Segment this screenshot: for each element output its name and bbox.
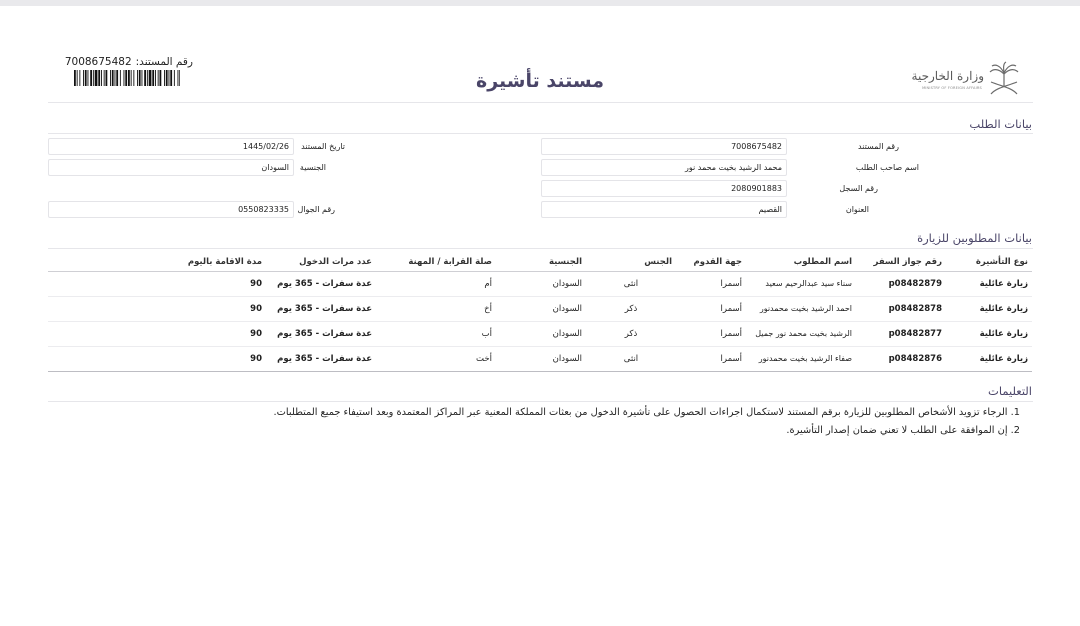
- stay-days-cell: 90: [48, 346, 266, 371]
- applicant-name-field: محمد الرشيد بخيت محمد نور: [541, 159, 787, 176]
- passport-cell: p08482878: [856, 296, 946, 321]
- column-header: جهة القدوم: [676, 254, 746, 271]
- table-header-row: [48, 254, 1032, 271]
- name-cell: احمد الرشيد بخيت محمدنور: [746, 296, 856, 321]
- instructions-divider: [48, 401, 1033, 402]
- doc-date-field: 1445/02/26: [48, 138, 294, 155]
- address-field: القصيم: [541, 201, 787, 218]
- gender-cell: ذكر: [586, 321, 676, 346]
- document-number-value: 7008675482: [64, 56, 132, 68]
- table-row: [48, 296, 1032, 321]
- doc-number-field: 7008675482: [541, 138, 787, 155]
- gender-cell: انثى: [586, 271, 676, 296]
- nationality-label: الجنسية: [299, 163, 326, 172]
- column-header: رقم جواز السفر: [856, 254, 946, 271]
- ministry-logo-subtext: MINISTRY OF FOREIGN AFFAIRS: [922, 86, 982, 90]
- column-header: مدة الاقامة باليوم: [48, 254, 266, 271]
- stay-days-cell: 90: [48, 271, 266, 296]
- table-row: [48, 271, 1032, 296]
- stay-days-cell: 90: [48, 296, 266, 321]
- visitors-divider: [48, 248, 1033, 249]
- passport-cell: p08482876: [856, 346, 946, 371]
- document-number-label: رقم المستند:: [135, 56, 193, 68]
- visa-type-cell: زيارة عائلية: [946, 296, 1032, 321]
- gender-cell: انثى: [586, 346, 676, 371]
- barcode-icon: [74, 70, 180, 86]
- entries-cell: عدة سفرات - 365 يوم: [266, 346, 376, 371]
- top-strip: [0, 0, 1080, 6]
- mobile-label: رقم الجوال: [297, 205, 335, 214]
- entries-cell: عدة سفرات - 365 يوم: [266, 271, 376, 296]
- nationality-cell: السودان: [496, 321, 586, 346]
- doc-date-label: تاريخ المستند: [301, 142, 345, 151]
- instruction-item: 1. الرجاء تزويد الأشخاص المطلوبين للزيارة برقم المستند لاستكمال اجراءات الحصول على تأشيرة الدخول من بعثات المملكة المعنية عبر المراكز المعتمدة وبعد استيفاء جميع المتطلبات.: [273, 407, 1020, 418]
- document-number: [63, 56, 193, 68]
- registry-number-field: 2080901883: [541, 180, 787, 197]
- address-label: العنوان: [845, 205, 869, 214]
- request-section-title: بيانات الطلب: [969, 117, 1032, 131]
- visa-type-cell: زيارة عائلية: [946, 271, 1032, 296]
- relation-cell: أم: [376, 271, 496, 296]
- instruction-item: 2. إن الموافقة على الطلب لا تعني ضمان إصدار التأشيرة.: [786, 425, 1020, 436]
- header-divider: [48, 102, 1033, 103]
- relation-cell: أخت: [376, 346, 496, 371]
- visa-type-cell: زيارة عائلية: [946, 346, 1032, 371]
- column-header: صلة القرابة / المهنة: [376, 254, 496, 271]
- nationality-cell: السودان: [496, 296, 586, 321]
- registry-number-label: رقم السجل: [839, 184, 878, 193]
- passport-cell: p08482879: [856, 271, 946, 296]
- column-header: اسم المطلوب: [746, 254, 856, 271]
- entries-cell: عدة سفرات - 365 يوم: [266, 321, 376, 346]
- name-cell: سناء سيد عبدالرحيم سعيد: [746, 271, 856, 296]
- relation-cell: أب: [376, 321, 496, 346]
- doc-number-label: رقم المستند: [857, 142, 899, 151]
- palm-swords-emblem-icon: [984, 60, 1024, 96]
- origin-cell: أسمرا: [676, 271, 746, 296]
- relation-cell: أخ: [376, 296, 496, 321]
- origin-cell: أسمرا: [676, 296, 746, 321]
- nationality-cell: السودان: [496, 346, 586, 371]
- ministry-logo-text: وزارة الخارجية: [911, 69, 984, 83]
- nationality-field: السودان: [48, 159, 294, 176]
- visitors-table: [48, 254, 1032, 372]
- applicant-name-label: اسم صاحب الطلب: [855, 163, 919, 172]
- table-row: [48, 321, 1032, 346]
- ministry-logo: [911, 60, 1030, 100]
- request-divider: [48, 133, 1033, 134]
- table-row: [48, 346, 1032, 371]
- mobile-field: 0550823335: [48, 201, 294, 218]
- name-cell: صفاء الرشيد بخيت محمدنور: [746, 346, 856, 371]
- origin-cell: أسمرا: [676, 321, 746, 346]
- visitors-section-title: بيانات المطلوبين للزيارة: [917, 231, 1032, 245]
- passport-cell: p08482877: [856, 321, 946, 346]
- stay-days-cell: 90: [48, 321, 266, 346]
- column-header: عدد مرات الدخول: [266, 254, 376, 271]
- gender-cell: ذكر: [586, 296, 676, 321]
- column-header: الجنس: [586, 254, 676, 271]
- nationality-cell: السودان: [496, 271, 586, 296]
- entries-cell: عدة سفرات - 365 يوم: [266, 296, 376, 321]
- origin-cell: أسمرا: [676, 346, 746, 371]
- page-title: مستند تأشيرة: [476, 70, 604, 92]
- visa-type-cell: زيارة عائلية: [946, 321, 1032, 346]
- column-header: الجنسية: [496, 254, 586, 271]
- column-header: نوع التأشيرة: [946, 254, 1032, 271]
- instructions-section-title: التعليمات: [988, 384, 1032, 398]
- name-cell: الرشيد بخيت محمد نور جميل: [746, 321, 856, 346]
